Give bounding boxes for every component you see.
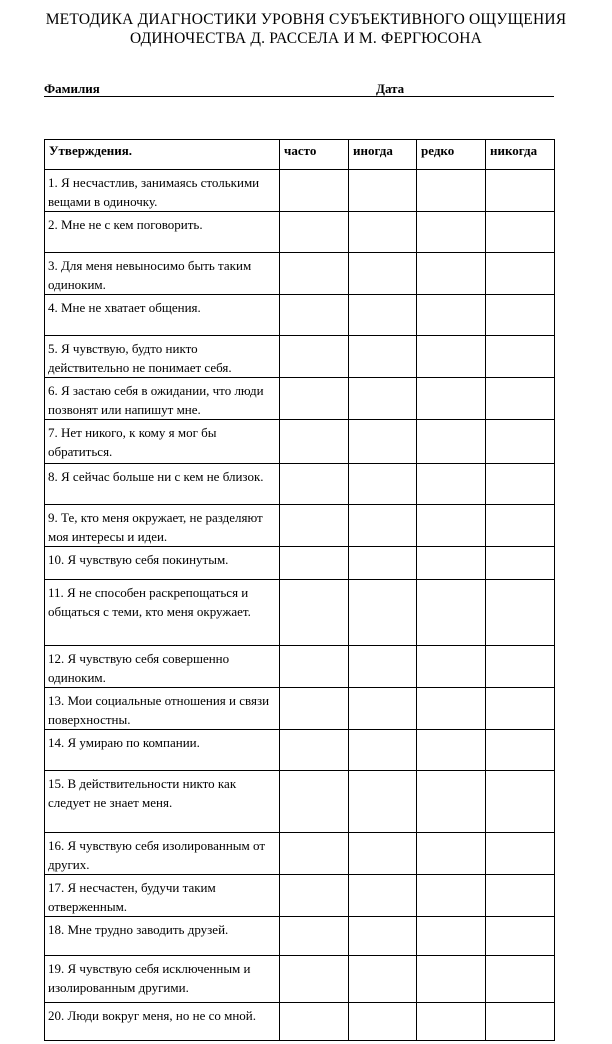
answer-cell-rarely[interactable] — [417, 170, 486, 212]
answer-cell-never[interactable] — [486, 1003, 555, 1041]
answer-cell-often[interactable] — [280, 730, 349, 771]
table-row — [45, 505, 555, 547]
statement-text: 20. Люди вокруг меня, но не со мной. — [45, 1003, 280, 1041]
answer-cell-never[interactable] — [486, 378, 555, 420]
answer-cell-often[interactable] — [280, 1003, 349, 1041]
table-row — [45, 464, 555, 505]
answer-cell-often[interactable] — [280, 170, 349, 212]
statement-text: 2. Мне не с кем поговорить. — [45, 212, 280, 253]
answer-cell-sometimes[interactable] — [349, 646, 417, 688]
statement-text: 11. Я не способен раскрепощаться и общаться с теми, кто меня окружает. — [45, 580, 280, 646]
header-sometimes: иногда — [349, 140, 417, 170]
answer-cell-sometimes[interactable] — [349, 547, 417, 580]
answer-cell-rarely[interactable] — [417, 378, 486, 420]
answer-cell-rarely[interactable] — [417, 212, 486, 253]
answer-cell-often[interactable] — [280, 295, 349, 336]
statement-text: 5. Я чувствую, будто никто действительно не понимает себя. — [45, 336, 280, 378]
header-statements: Утверждения. — [45, 140, 280, 170]
answer-cell-never[interactable] — [486, 464, 555, 505]
answer-cell-rarely[interactable] — [417, 730, 486, 771]
table-row — [45, 875, 555, 917]
header-never: никогда — [486, 140, 555, 170]
date-label: Дата — [376, 81, 405, 96]
answer-cell-often[interactable] — [280, 646, 349, 688]
table-row — [45, 730, 555, 771]
table-row — [45, 547, 555, 580]
answer-cell-rarely[interactable] — [417, 917, 486, 956]
answer-cell-never[interactable] — [486, 833, 555, 875]
statements-table — [44, 139, 555, 1041]
answer-cell-never[interactable] — [486, 547, 555, 580]
answer-cell-sometimes[interactable] — [349, 170, 417, 212]
answer-cell-sometimes[interactable] — [349, 771, 417, 833]
answer-cell-often[interactable] — [280, 420, 349, 464]
answer-cell-rarely[interactable] — [417, 464, 486, 505]
document-title — [0, 10, 612, 48]
answer-cell-sometimes[interactable] — [349, 833, 417, 875]
answer-cell-often[interactable] — [280, 253, 349, 295]
answer-cell-rarely[interactable] — [417, 505, 486, 547]
answer-cell-sometimes[interactable] — [349, 253, 417, 295]
table-row — [45, 771, 555, 833]
answer-cell-never[interactable] — [486, 580, 555, 646]
answer-cell-never[interactable] — [486, 420, 555, 464]
statement-text: 19. Я чувствую себя исключенным и изолированным другими. — [45, 956, 280, 1003]
answer-cell-rarely[interactable] — [417, 771, 486, 833]
answer-cell-often[interactable] — [280, 464, 349, 505]
answer-cell-never[interactable] — [486, 875, 555, 917]
surname-date-line — [44, 81, 554, 97]
table-row — [45, 956, 555, 1003]
statement-text: 4. Мне не хватает общения. — [45, 295, 280, 336]
table-row — [45, 212, 555, 253]
answer-cell-rarely[interactable] — [417, 833, 486, 875]
answer-cell-often[interactable] — [280, 688, 349, 730]
answer-cell-never[interactable] — [486, 688, 555, 730]
answer-cell-rarely[interactable] — [417, 547, 486, 580]
table-row — [45, 336, 555, 378]
answer-cell-never[interactable] — [486, 212, 555, 253]
answer-cell-rarely[interactable] — [417, 688, 486, 730]
statement-text: 12. Я чувствую себя совершенно одиноким. — [45, 646, 280, 688]
statement-text: 7. Нет никого, к кому я мог бы обратиться. — [45, 420, 280, 464]
answer-cell-rarely[interactable] — [417, 956, 486, 1003]
answer-cell-often[interactable] — [280, 336, 349, 378]
answer-cell-never[interactable] — [486, 336, 555, 378]
header-often: часто — [280, 140, 349, 170]
answer-cell-never[interactable] — [486, 170, 555, 212]
answer-cell-sometimes[interactable] — [349, 505, 417, 547]
answer-cell-never[interactable] — [486, 771, 555, 833]
title-line-2: ОДИНОЧЕСТВА Д. РАССЕЛА И М. ФЕРГЮСОНА — [129, 30, 483, 47]
answer-cell-sometimes[interactable] — [349, 336, 417, 378]
answer-cell-often[interactable] — [280, 917, 349, 956]
statement-text: 9. Те, кто меня окружает, не разделяют моя интересы и идеи. — [45, 505, 280, 547]
table-row — [45, 833, 555, 875]
table-row — [45, 580, 555, 646]
answer-cell-rarely[interactable] — [417, 336, 486, 378]
statement-text: 1. Я несчастлив, занимаясь столькими вещами в одиночку. — [45, 170, 280, 212]
table-row — [45, 646, 555, 688]
answer-cell-rarely[interactable] — [417, 875, 486, 917]
statement-text: 3. Для меня невыносимо быть таким одиноким. — [45, 253, 280, 295]
answer-cell-sometimes[interactable] — [349, 956, 417, 1003]
answer-cell-sometimes[interactable] — [349, 378, 417, 420]
table-row — [45, 420, 555, 464]
statement-text: 14. Я умираю по компании. — [45, 730, 280, 771]
answer-cell-never[interactable] — [486, 253, 555, 295]
answer-cell-never[interactable] — [486, 646, 555, 688]
statement-text: 6. Я застаю себя в ожидании, что люди позвонят или напишут мне. — [45, 378, 280, 420]
answer-cell-sometimes[interactable] — [349, 464, 417, 505]
header-row — [45, 140, 555, 170]
table-row — [45, 1003, 555, 1041]
statement-text: 10. Я чувствую себя покинутым. — [45, 547, 280, 580]
table-row — [45, 253, 555, 295]
title-line-1: МЕТОДИКА ДИАГНОСТИКИ УРОВНЯ СУБЪЕКТИВНОГО ОЩУЩЕНИЯ — [45, 11, 567, 28]
answer-cell-rarely[interactable] — [417, 253, 486, 295]
table-row — [45, 917, 555, 956]
answer-cell-often[interactable] — [280, 833, 349, 875]
answer-cell-sometimes[interactable] — [349, 875, 417, 917]
answer-cell-often[interactable] — [280, 212, 349, 253]
answer-cell-rarely[interactable] — [417, 295, 486, 336]
answer-cell-sometimes[interactable] — [349, 1003, 417, 1041]
answer-cell-rarely[interactable] — [417, 580, 486, 646]
statement-text: 15. В действительности никто как следует не знает меня. — [45, 771, 280, 833]
answer-cell-sometimes[interactable] — [349, 420, 417, 464]
answer-cell-often[interactable] — [280, 378, 349, 420]
answer-cell-never[interactable] — [486, 956, 555, 1003]
answer-cell-sometimes[interactable] — [349, 295, 417, 336]
answer-cell-often[interactable] — [280, 505, 349, 547]
answer-cell-sometimes[interactable] — [349, 212, 417, 253]
answer-cell-never[interactable] — [486, 917, 555, 956]
statement-text: 17. Я несчастен, будучи таким отверженным. — [45, 875, 280, 917]
answer-cell-sometimes[interactable] — [349, 688, 417, 730]
header-rarely: редко — [417, 140, 486, 170]
table-row — [45, 688, 555, 730]
answer-cell-rarely[interactable] — [417, 646, 486, 688]
statement-text: 8. Я сейчас больше ни с кем не близок. — [45, 464, 280, 505]
statement-text: 16. Я чувствую себя изолированным от других. — [45, 833, 280, 875]
answer-cell-sometimes[interactable] — [349, 917, 417, 956]
answer-cell-often[interactable] — [280, 771, 349, 833]
answer-cell-rarely[interactable] — [417, 1003, 486, 1041]
table-row — [45, 378, 555, 420]
statement-text: 13. Мои социальные отношения и связи поверхностны. — [45, 688, 280, 730]
answer-cell-rarely[interactable] — [417, 420, 486, 464]
table-row — [45, 295, 555, 336]
answer-cell-never[interactable] — [486, 730, 555, 771]
answer-cell-often[interactable] — [280, 956, 349, 1003]
answer-cell-often[interactable] — [280, 547, 349, 580]
statement-text: 18. Мне трудно заводить друзей. — [45, 917, 280, 956]
answer-cell-never[interactable] — [486, 295, 555, 336]
surname-label: Фамилия — [44, 81, 100, 96]
answer-cell-often[interactable] — [280, 875, 349, 917]
answer-cell-often[interactable] — [280, 580, 349, 646]
answer-cell-never[interactable] — [486, 505, 555, 547]
answer-cell-sometimes[interactable] — [349, 730, 417, 771]
answer-cell-sometimes[interactable] — [349, 580, 417, 646]
table-row — [45, 170, 555, 212]
